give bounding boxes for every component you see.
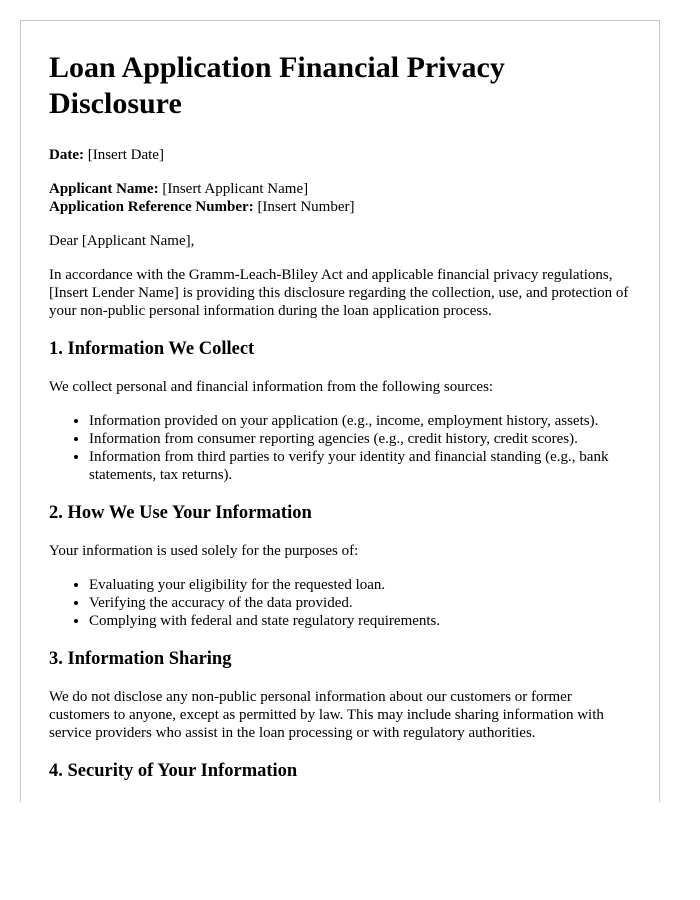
document-title: Loan Application Financial Privacy Disclosure bbox=[49, 51, 505, 120]
section-heading: 1. Information We Collect bbox=[49, 339, 255, 359]
list-item: • Information provided on your application (e.g., income, employment history, assets). bbox=[89, 412, 631, 430]
section-information-sharing bbox=[49, 648, 631, 742]
section-security-of-your-information bbox=[49, 760, 631, 782]
list-item: • Evaluating your eligibility for the requested loan. bbox=[89, 576, 631, 594]
salutation: Dear [Applicant Name], bbox=[49, 233, 195, 249]
section-heading: 3. Information Sharing bbox=[49, 649, 232, 669]
list-item: • Information from third parties to verify your identity and financial standing (e.g., bank statements, tax returns). bbox=[89, 448, 631, 484]
date-line bbox=[49, 146, 631, 164]
list-item: • Information from consumer reporting agencies (e.g., credit history, credit scores). bbox=[89, 430, 631, 448]
bullet-list bbox=[49, 412, 631, 484]
intro-paragraph: In accordance with the Gramm-Leach-Bliley Act and applicable financial privacy regulations, [Insert Lender Name] is providing this disclosure regarding the collection, use, and protection of your non-public personal information during the loan application process. bbox=[49, 267, 629, 319]
section-text: Your information is used solely for the purposes of: bbox=[49, 543, 359, 559]
reference-number-label: Application Reference Number: bbox=[49, 199, 254, 215]
document-page bbox=[20, 20, 660, 802]
reference-line bbox=[49, 199, 354, 215]
applicant-line bbox=[49, 181, 308, 197]
reference-number-value: [Insert Number] bbox=[253, 199, 355, 215]
date-value: [Insert Date] bbox=[83, 147, 164, 163]
list-item: • Verifying the accuracy of the data provided. bbox=[89, 594, 631, 612]
list-item: • Complying with federal and state regulatory requirements. bbox=[89, 612, 631, 630]
applicant-block bbox=[49, 180, 631, 216]
section-how-we-use-your-information bbox=[49, 502, 631, 630]
section-text: We do not disclose any non-public personal information about our customers or former customers to anyone, except as permitted by law. This may include sharing information with service providers who assist in the loan processing or with regulatory authorities. bbox=[49, 689, 604, 741]
applicant-name-label: Applicant Name: bbox=[49, 181, 159, 197]
bullet-list bbox=[49, 576, 631, 630]
section-information-we-collect bbox=[49, 338, 631, 484]
date-label: Date: bbox=[49, 147, 84, 163]
section-heading: 2. How We Use Your Information bbox=[49, 503, 312, 523]
applicant-name-value: [Insert Applicant Name] bbox=[158, 181, 309, 197]
section-heading: 4. Security of Your Information bbox=[49, 761, 298, 781]
section-text: We collect personal and financial information from the following sources: bbox=[49, 379, 494, 395]
